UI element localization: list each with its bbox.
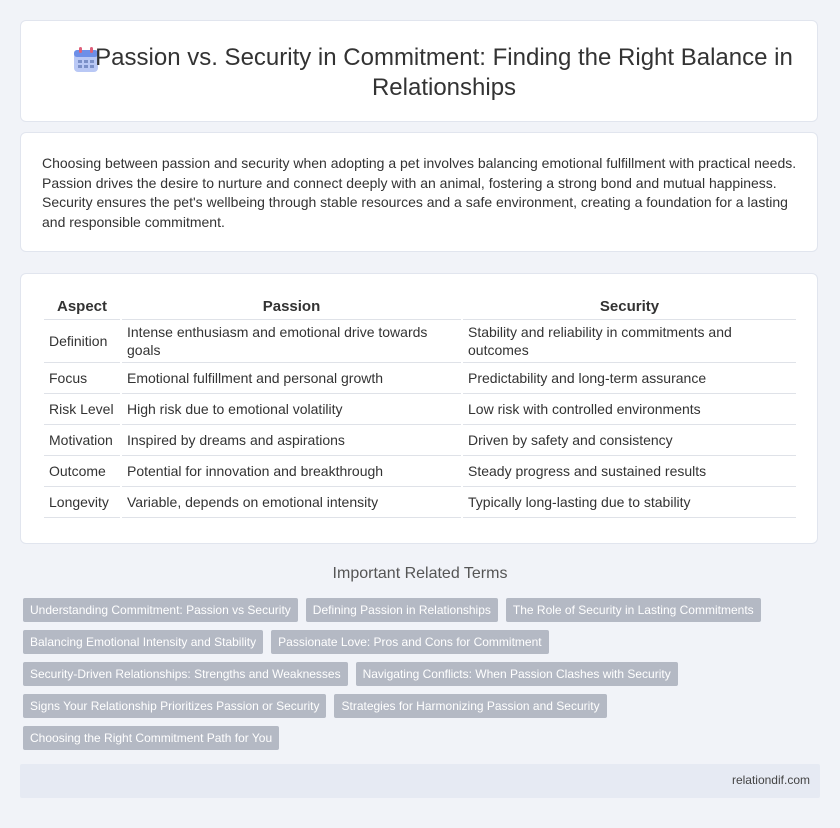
table-cell-aspect: Motivation (44, 425, 120, 456)
table-row (44, 363, 796, 394)
related-terms-title: Important Related Terms (332, 565, 508, 582)
header-aspect: Aspect (44, 294, 120, 320)
table-cell-passion: Inspired by dreams and aspirations (122, 425, 461, 456)
table-cell-passion: High risk due to emotional volatility (122, 394, 461, 425)
table-cell-security: Low risk with controlled environments (463, 394, 796, 425)
footer (20, 764, 820, 798)
header-card (20, 20, 818, 122)
related-term-tag[interactable]: Navigating Conflicts: When Passion Clashes with Security (356, 662, 678, 686)
table-cell-aspect: Risk Level (44, 394, 120, 425)
header-security: Security (463, 294, 796, 320)
related-term-tag[interactable]: Balancing Emotional Intensity and Stability (23, 630, 263, 654)
table-cell-passion: Variable, depends on emotional intensity (122, 487, 461, 518)
table-row (44, 425, 796, 456)
table-cell-aspect: Longevity (44, 487, 120, 518)
intro-paragraph: Choosing between passion and security when adopting a pet involves balancing emotional fulfillment with practical needs. Passion drives the desire to nurture and connect deeply with an animal, fostering a strong bond and mutual happiness. Security ensures the pet's wellbeing through stable resources and a safe environment, creating a foundation for a lasting and responsible commitment. (42, 155, 797, 230)
table-cell-security: Stability and reliability in commitments and outcomes (463, 320, 796, 363)
related-term-tag[interactable]: Passionate Love: Pros and Cons for Commitment (271, 630, 548, 654)
table-row (44, 456, 796, 487)
table-row (44, 394, 796, 425)
related-terms-list (23, 598, 783, 750)
table-cell-passion: Intense enthusiasm and emotional drive towards goals (122, 320, 461, 363)
table-cell-aspect: Focus (44, 363, 120, 394)
table-cell-passion: Emotional fulfillment and personal growth (122, 363, 461, 394)
table-cell-security: Typically long-lasting due to stability (463, 487, 796, 518)
table-cell-aspect: Outcome (44, 456, 120, 487)
header-passion: Passion (122, 294, 461, 320)
table-cell-security: Predictability and long-term assurance (463, 363, 796, 394)
table-row (44, 320, 796, 363)
related-term-tag[interactable]: Defining Passion in Relationships (306, 598, 498, 622)
table-row (44, 487, 796, 518)
related-term-tag[interactable]: Signs Your Relationship Prioritizes Passion or Security (23, 694, 326, 718)
related-term-tag[interactable]: Understanding Commitment: Passion vs Security (23, 598, 298, 622)
table-cell-aspect: Definition (44, 320, 120, 363)
related-term-tag[interactable]: Choosing the Right Commitment Path for You (23, 726, 279, 750)
page-title: Passion vs. Security in Commitment: Finding the Right Balance in Relationships (95, 44, 793, 101)
comparison-table (42, 294, 798, 518)
related-term-tag[interactable]: Security-Driven Relationships: Strengths and Weaknesses (23, 662, 348, 686)
table-cell-security: Driven by safety and consistency (463, 425, 796, 456)
intro-card (20, 132, 818, 252)
related-term-tag[interactable]: Strategies for Harmonizing Passion and Security (334, 694, 606, 718)
table-header-row (44, 294, 796, 320)
comparison-card (20, 273, 818, 544)
related-term-tag[interactable]: The Role of Security in Lasting Commitments (506, 598, 761, 622)
table-cell-passion: Potential for innovation and breakthrough (122, 456, 461, 487)
table-cell-security: Steady progress and sustained results (463, 456, 796, 487)
footer-site-link[interactable]: relationdif.com (731, 773, 810, 787)
